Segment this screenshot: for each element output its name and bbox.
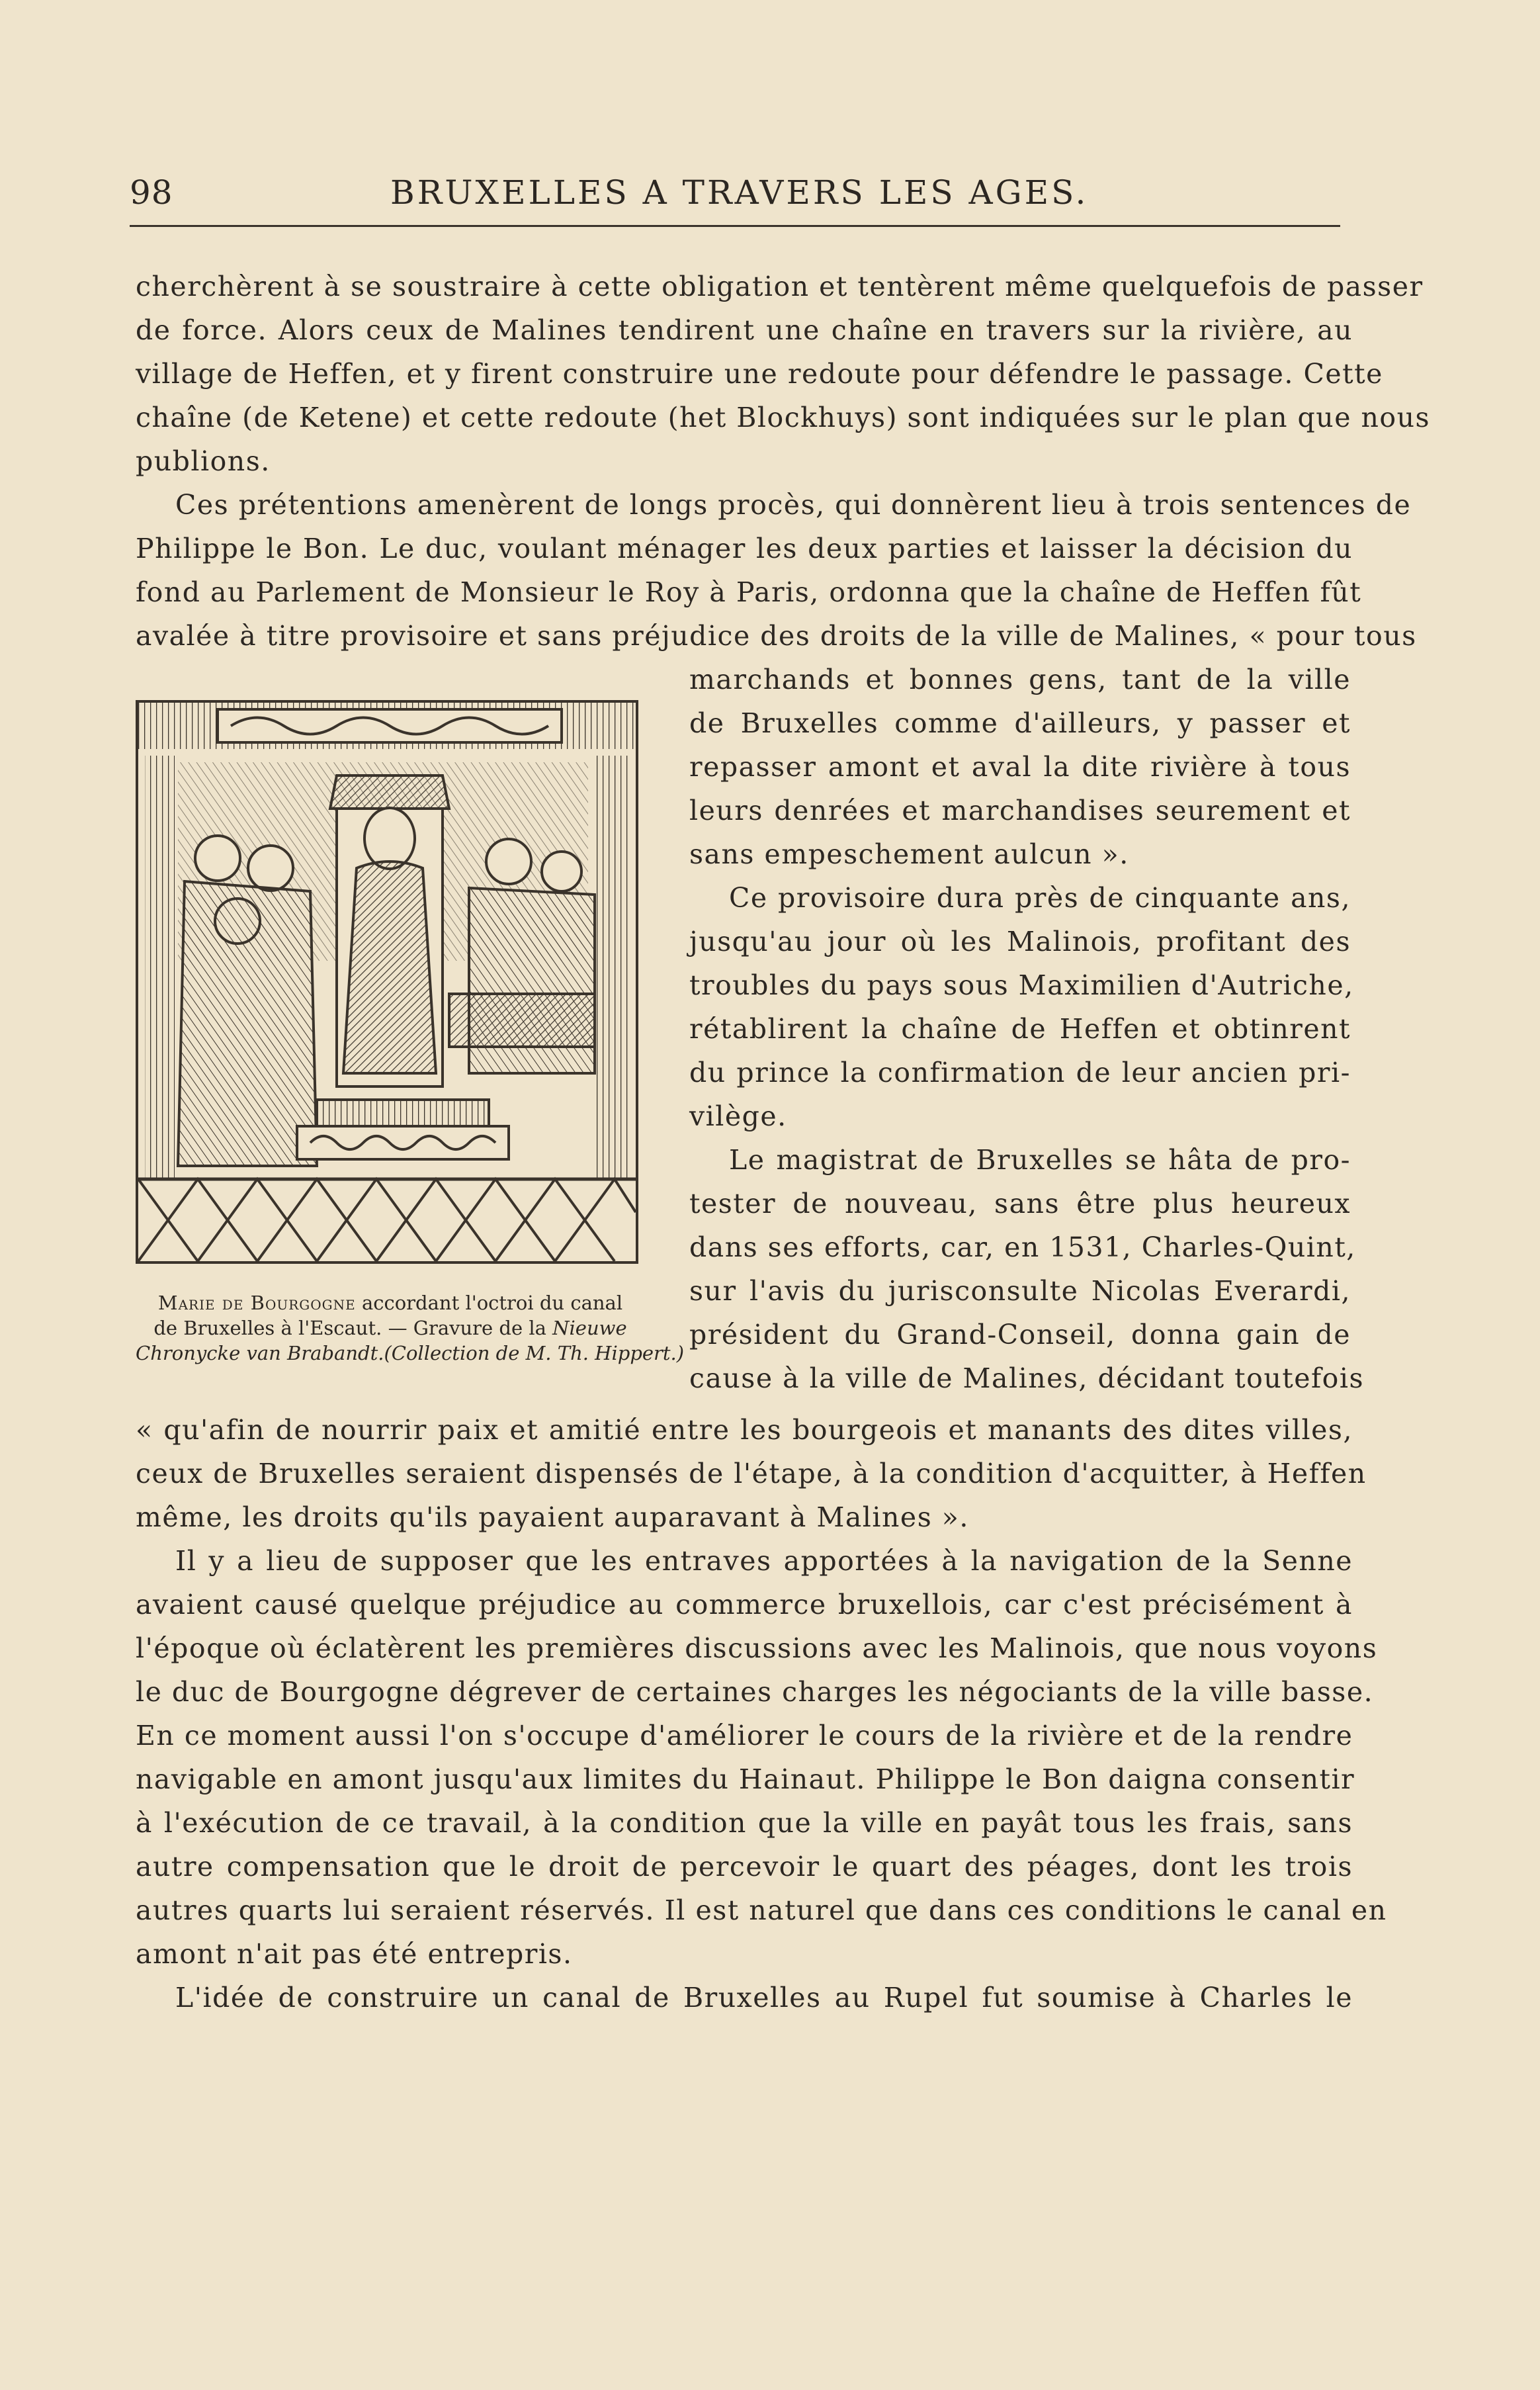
caption-line: [136, 1290, 645, 1315]
text-line: avalée à titre provisoire et sans préjudice des droits de la ville de Malines, « pour tous: [136, 620, 1417, 652]
text-line: dans ses efforts, car, en 1531, Charles-Quint,: [689, 1231, 1356, 1263]
text-line: Ces prétentions amenèrent de longs procès, qui donnèrent lieu à trois sentences de: [175, 489, 1412, 521]
text-line: troubles du pays sous Maximilien d'Autriche,: [689, 969, 1354, 1001]
text-line: fond au Parlement de Monsieur le Roy à Paris, ordonna que la chaîne de Heffen fût: [136, 576, 1362, 608]
text-line: navigable en amont jusqu'aux limites du Hainaut. Philippe le Bon daigna consentir: [136, 1763, 1355, 1795]
text-line: Ce provisoire dura près de cinquante ans,: [729, 882, 1351, 914]
text-line: amont n'ait pas été entrepris.: [136, 1938, 573, 1970]
text-line: village de Heffen, et y firent construire une redoute pour défendre le passage. Cette: [136, 358, 1383, 390]
text-line: à l'exécution de ce travail, à la condition que la ville en payât tous les frais, sans: [136, 1807, 1353, 1839]
text-line: « qu'afin de nourrir paix et amitié entre les bourgeois et manants des dites villes,: [136, 1414, 1353, 1446]
text-line: sans empeschement aulcun ».: [689, 838, 1129, 870]
text-line: Le magistrat de Bruxelles se hâta de pro-: [729, 1144, 1351, 1176]
text-line: Il y a lieu de supposer que les entraves apportées à la navigation de la Senne: [175, 1545, 1353, 1577]
text-line: même, les droits qu'ils payaient auparavant à Malines ».: [136, 1501, 969, 1533]
text-line: vilège.: [689, 1100, 787, 1132]
text-line: tester de nouveau, sans être plus heureux: [689, 1188, 1351, 1219]
caption-source-title: Nieuwe: [552, 1317, 627, 1339]
woodcut-figure: [136, 700, 638, 1264]
text-line: L'idée de construire un canal de Bruxelles au Rupel fut soumise à Charles le: [175, 1982, 1353, 2014]
text-line: de force. Alors ceux de Malines tendirent une chaîne en travers sur la rivière, au: [136, 314, 1353, 346]
woodcut-engraving-icon: [138, 703, 636, 1261]
text-line: ceux de Bruxelles seraient dispensés de l'étape, à la condition d'acquitter, à Heffen: [136, 1458, 1367, 1489]
text-line: autres quarts lui seraient réservés. Il est naturel que dans ces conditions le canal en: [136, 1894, 1387, 1926]
caption-source-title: Chronycke van Brabandt.: [136, 1342, 384, 1364]
text-line: cause à la ville de Malines, décidant toutefois: [689, 1362, 1364, 1394]
caption-text: de Bruxelles à l'Escaut. — Gravure de la: [153, 1317, 553, 1339]
text-line: sur l'avis du jurisconsulte Nicolas Everardi,: [689, 1275, 1351, 1307]
header-rule: [130, 225, 1340, 227]
text-line: le duc de Bourgogne dégrever de certaines charges les négociants de la ville basse.: [136, 1676, 1374, 1708]
figure-caption: [136, 1290, 685, 1366]
caption-subject: Marie de Bourgogne: [157, 1292, 356, 1314]
page-number: 98: [130, 173, 173, 212]
body-top: [136, 265, 1431, 658]
text-line: marchands et bonnes gens, tant de la ville: [689, 664, 1351, 695]
text-line: rétablirent la chaîne de Heffen et obtinrent: [689, 1013, 1351, 1045]
caption-text: accordant l'octroi du canal: [355, 1292, 623, 1314]
text-line: du prince la confirmation de leur ancien pri-: [689, 1057, 1351, 1088]
caption-collection: (Collection de M. Th. Hippert.): [384, 1342, 685, 1364]
text-line: cherchèrent à se soustraire à cette obligation et tentèrent même quelquefois de passer: [136, 271, 1424, 302]
text-line: Philippe le Bon. Le duc, voulant ménager les deux parties et laisser la décision du: [136, 533, 1353, 564]
caption-line: [136, 1315, 645, 1341]
text-line: de Bruxelles comme d'ailleurs, y passer et: [689, 707, 1351, 739]
text-line: l'époque où éclatèrent les premières discussions avec les Malinois, que nous voyons: [136, 1632, 1378, 1664]
text-line: leurs denrées et marchandises seurement et: [689, 795, 1351, 826]
caption-line: [136, 1341, 685, 1366]
body-bottom: [136, 1408, 1387, 2019]
text-line: avaient causé quelque préjudice au commerce bruxellois, car c'est précisément à: [136, 1589, 1353, 1620]
text-line: président du Grand-Conseil, donna gain de: [689, 1319, 1351, 1350]
text-line: autre compensation que le droit de percevoir le quart des péages, dont les trois: [136, 1851, 1353, 1882]
body-right-column: [689, 658, 1364, 1400]
text-line: En ce moment aussi l'on s'occupe d'améliorer le cours de la rivière et de la rendre: [136, 1720, 1353, 1751]
text-line: jusqu'au jour où les Malinois, profitant des: [689, 926, 1351, 957]
text-line: repasser amont et aval la dite rivière à tous: [689, 751, 1351, 783]
text-line: publions.: [136, 445, 271, 477]
text-line: chaîne (de Ketene) et cette redoute (het Blockhuys) sont indiquées sur le plan que nous: [136, 402, 1431, 433]
running-title: BRUXELLES A TRAVERS LES AGES.: [390, 173, 1089, 212]
